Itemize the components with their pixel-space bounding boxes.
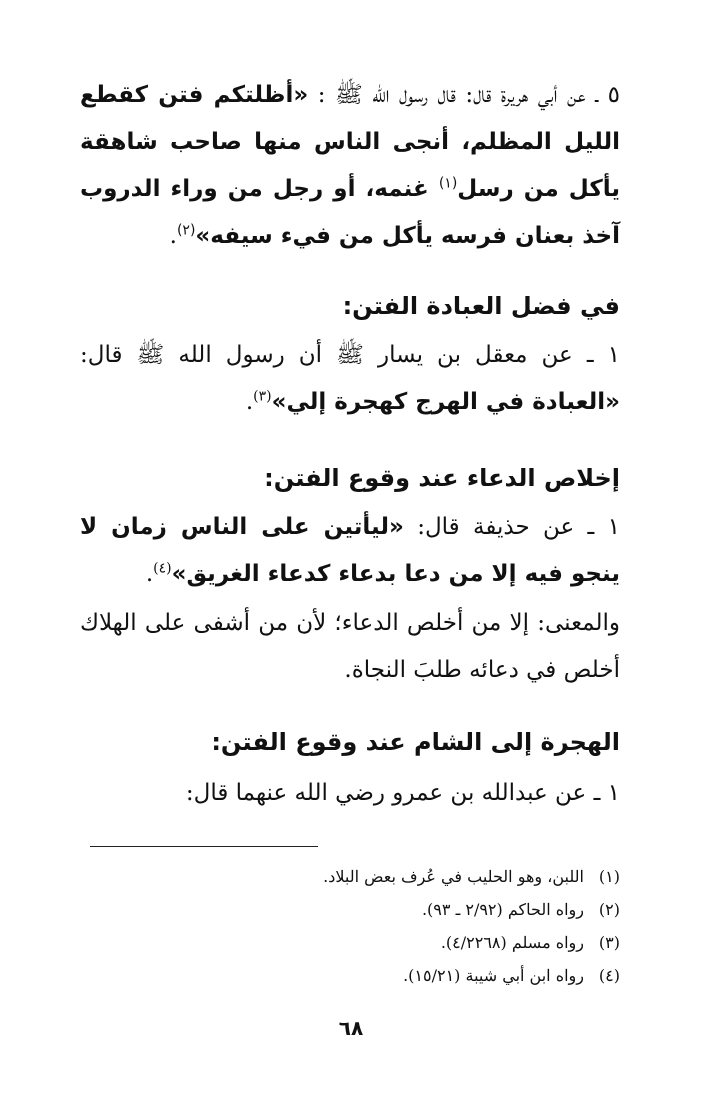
- footnote-number: (٤): [598, 966, 620, 985]
- worship-hadith-paragraph: [80, 332, 620, 426]
- footnote-number: (٣): [598, 933, 620, 952]
- dua-section: [80, 458, 620, 498]
- hadith-5-quote-a: «أظلتكم فتن كقطع الليل المظلم، أنجى الناس منها صاحب شاهقة يأكل من رسل: [80, 82, 620, 202]
- footnote-ref-1: (١): [438, 175, 458, 192]
- hijra-hadith-prefix: ١ ـ عن عبدالله بن عمرو رضي الله عنهما قال:: [185, 780, 620, 806]
- footnote-number: (١): [598, 867, 620, 886]
- footnote-number: (٢): [598, 900, 620, 919]
- dua-hadith-paragraph: [80, 504, 620, 598]
- footnote-ref-3: (٣): [253, 388, 272, 405]
- footnotes-list: [80, 860, 620, 992]
- footnote-ref-4: (٤): [153, 560, 172, 577]
- hadith-5-quote-b: غنمه، أو رجل من وراء الدروب آخذ بعنان فرسه يأكل من فيء سيفه»: [80, 176, 620, 249]
- footnote-text: رواه الحاكم (٢/٩٢ ـ ٩٣).: [421, 900, 584, 919]
- footnote-ref-2: (٢): [176, 222, 196, 239]
- dua-hadith-end: .: [145, 561, 154, 587]
- footnote-item: [80, 893, 620, 926]
- dua-explanation: والمعنى: إلا من أخلص الدعاء؛ لأن من أشفى على الهلاك أخلص في دعائه طلبَ النجاة.: [80, 610, 620, 683]
- footnote-text: رواه مسلم (٤/٢٢٦٨).: [440, 933, 584, 952]
- worship-hadith-quote: «العبادة في الهرج كهجرة إلي»: [271, 389, 620, 415]
- hijra-section: [80, 722, 620, 762]
- dua-hadith-prefix: ١ ـ عن حذيفة قال:: [403, 514, 620, 540]
- footnote-divider: [90, 846, 318, 847]
- hadith-5-block: [80, 72, 620, 260]
- hijra-hadith-block: [80, 770, 620, 817]
- page-number: ٦٨: [338, 1016, 364, 1040]
- worship-section: [80, 286, 620, 326]
- hadith-5-paragraph: [80, 72, 620, 260]
- footnote-item: [80, 926, 620, 959]
- worship-hadith-block: [80, 332, 620, 426]
- worship-heading: في فضل العبادة الفتن:: [342, 292, 620, 320]
- hijra-heading: الهجرة إلى الشام عند وقوع الفتن:: [211, 728, 620, 756]
- footnote-text: اللبن، وهو الحليب في عُرف بعض البلاد.: [323, 867, 584, 886]
- dua-explanation-block: [80, 600, 620, 694]
- worship-hadith-end: .: [245, 389, 254, 415]
- dua-heading: إخلاص الدعاء عند وقوع الفتن:: [264, 464, 620, 492]
- footnote-text: رواه ابن أبي شيبة (١٥/٢١).: [403, 966, 584, 985]
- hadith-5-end: .: [169, 223, 177, 249]
- dua-hadith-block: [80, 504, 620, 598]
- worship-hadith-prefix: ١ ـ عن معقل بن يسار ﷺ أن رسول الله ﷺ قال:: [80, 342, 620, 368]
- footnote-item: [80, 959, 620, 992]
- dua-hadith-quote: «ليأتين على الناس زمان لا ينجو فيه إلا من دعا بدعاء كدعاء الغريق»: [80, 514, 620, 587]
- footnote-item: [80, 860, 620, 893]
- hadith-5-prefix: ٥ ـ عن أبي هريرة قال: قال رسول الله ﷺ :: [317, 82, 620, 108]
